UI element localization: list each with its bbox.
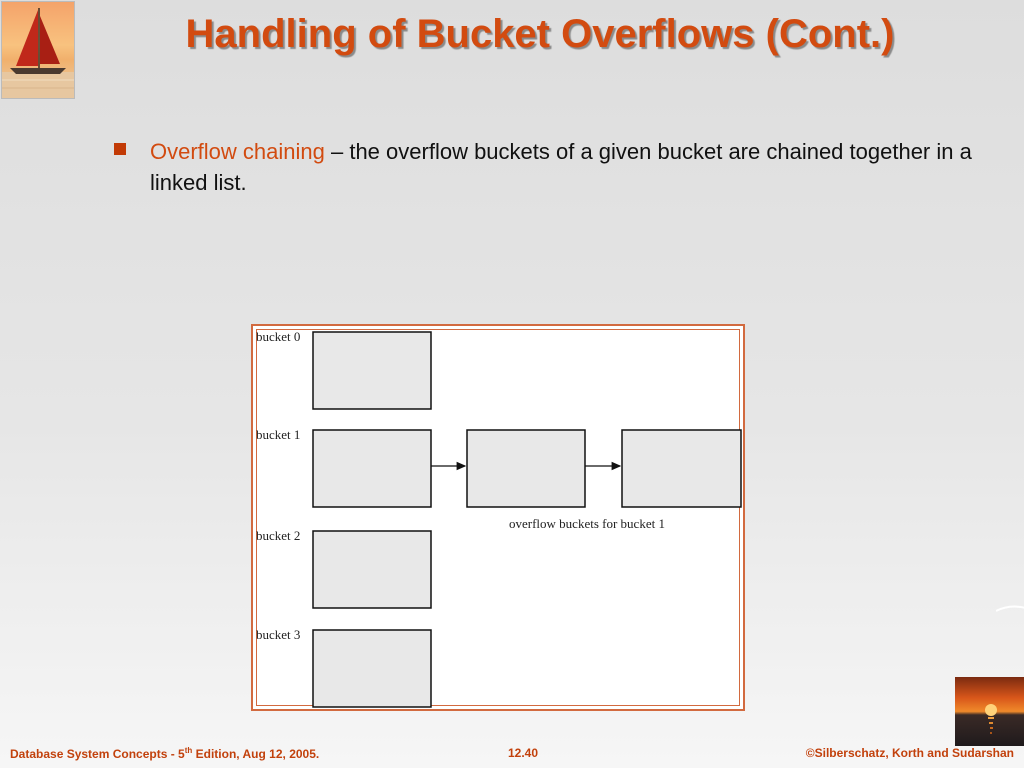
bucket-0-box xyxy=(313,332,431,409)
bucket-0-label: bucket 0 xyxy=(256,329,301,344)
bucket-2-box xyxy=(313,531,431,608)
overflow-bucket-1-box xyxy=(467,430,585,507)
bullet-text xyxy=(150,136,974,198)
slide-title: Handling of Bucket Overflows (Cont.) xyxy=(185,12,895,56)
overflow-caption: overflow buckets for bucket 1 xyxy=(509,516,665,531)
bullet-description: – the overflow buckets of a given bucket are chained together in a linked list. xyxy=(150,139,972,195)
footer-copyright: ©Silberschatz, Korth and Sudarshan xyxy=(805,746,1014,760)
footer-edition-date: Edition, Aug 12, 2005. xyxy=(192,747,320,761)
bullet-item xyxy=(114,136,974,198)
overflow-bucket-2-box xyxy=(622,430,741,507)
bullet-term: Overflow chaining xyxy=(150,139,325,164)
bucket-3-box xyxy=(313,630,431,707)
bucket-1-box xyxy=(313,430,431,507)
overflow-chaining-diagram xyxy=(251,324,745,711)
swoosh-decoration-icon xyxy=(996,604,1024,614)
footer-book-title: Database System Concepts - 5 xyxy=(10,747,185,761)
page-number: 12.40 xyxy=(508,746,539,760)
bucket-2-label: bucket 2 xyxy=(256,528,301,543)
bucket-3-label: bucket 3 xyxy=(256,627,301,642)
square-bullet-icon xyxy=(114,143,126,155)
footer-edition-superscript: th xyxy=(184,746,193,755)
footer-book-info xyxy=(10,746,319,761)
sailboat-logo-icon xyxy=(1,1,75,99)
bucket-1-label: bucket 1 xyxy=(256,427,301,442)
sunset-logo-icon xyxy=(955,677,1024,746)
